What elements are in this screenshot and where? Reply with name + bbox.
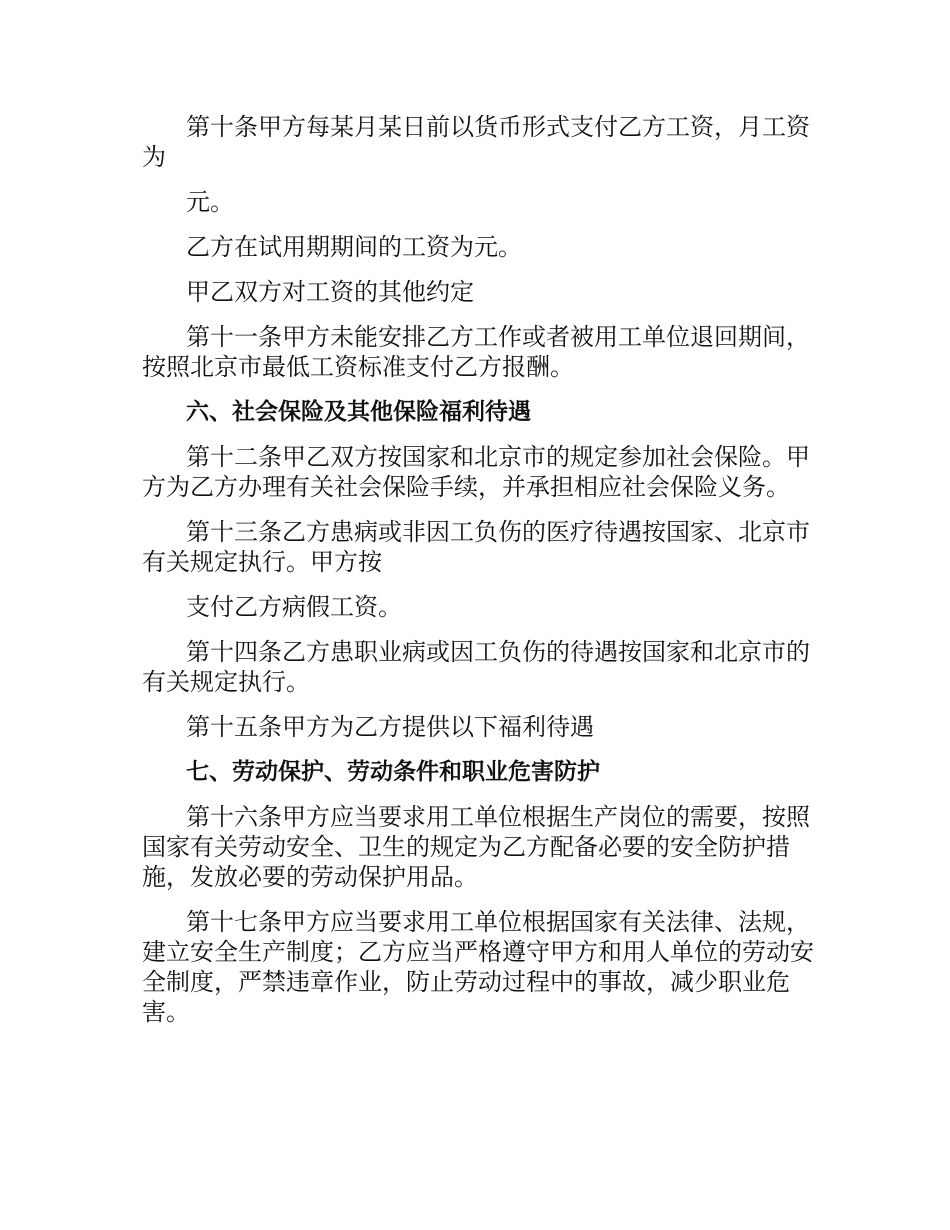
section-6-heading: 六、社会保险及其他保险福利待遇 xyxy=(186,399,531,425)
article-10-wage-unit: 元。 xyxy=(186,188,234,216)
article-13-sick-pay: 支付乙方病假工资。 xyxy=(186,593,402,621)
article-17-safety-rules: 第十七条甲方应当要求用工单位根据国家有关法律、法规，建立安全生产制度；乙方应当严格遵守甲方和用人单位的劳动安全制度，严禁违章作业，防止劳动过程中的事故，减少职业危害。 xyxy=(142,908,814,1026)
article-16-safety-equipment: 第十六条甲方应当要求用工单位根据生产岗位的需要，按照国家有关劳动安全、卫生的规定为乙方配备必要的安全防护措施，发放必要的劳动保护用品。 xyxy=(142,803,810,891)
document-page xyxy=(142,112,814,1042)
article-14-occupational-injury: 第十四条乙方患职业病或因工负伤的待遇按国家和北京市的有关规定执行。 xyxy=(142,638,810,696)
article-13-medical: 第十三条乙方患病或非因工负伤的医疗待遇按国家、北京市有关规定执行。甲方按 xyxy=(142,518,810,576)
other-wage-agreement: 甲乙双方对工资的其他约定 xyxy=(186,278,474,306)
article-12-social-insurance: 第十二条甲乙双方按国家和北京市的规定参加社会保险。甲方为乙方办理有关社会保险手续，并承担相应社会保险义务。 xyxy=(142,443,810,501)
article-10-wage: 第十条甲方每某月某日前以货币形式支付乙方工资，月工资为 xyxy=(142,113,810,171)
article-15-benefits: 第十五条甲方为乙方提供以下福利待遇 xyxy=(186,713,594,741)
article-11-min-wage: 第十一条甲方未能安排乙方工作或者被用工单位退回期间，按照北京市最低工资标准支付乙方报酬。 xyxy=(142,323,810,381)
probation-wage: 乙方在试用期期间的工资为元。 xyxy=(186,233,522,261)
section-7-heading: 七、劳动保护、劳动条件和职业危害防护 xyxy=(186,759,600,785)
